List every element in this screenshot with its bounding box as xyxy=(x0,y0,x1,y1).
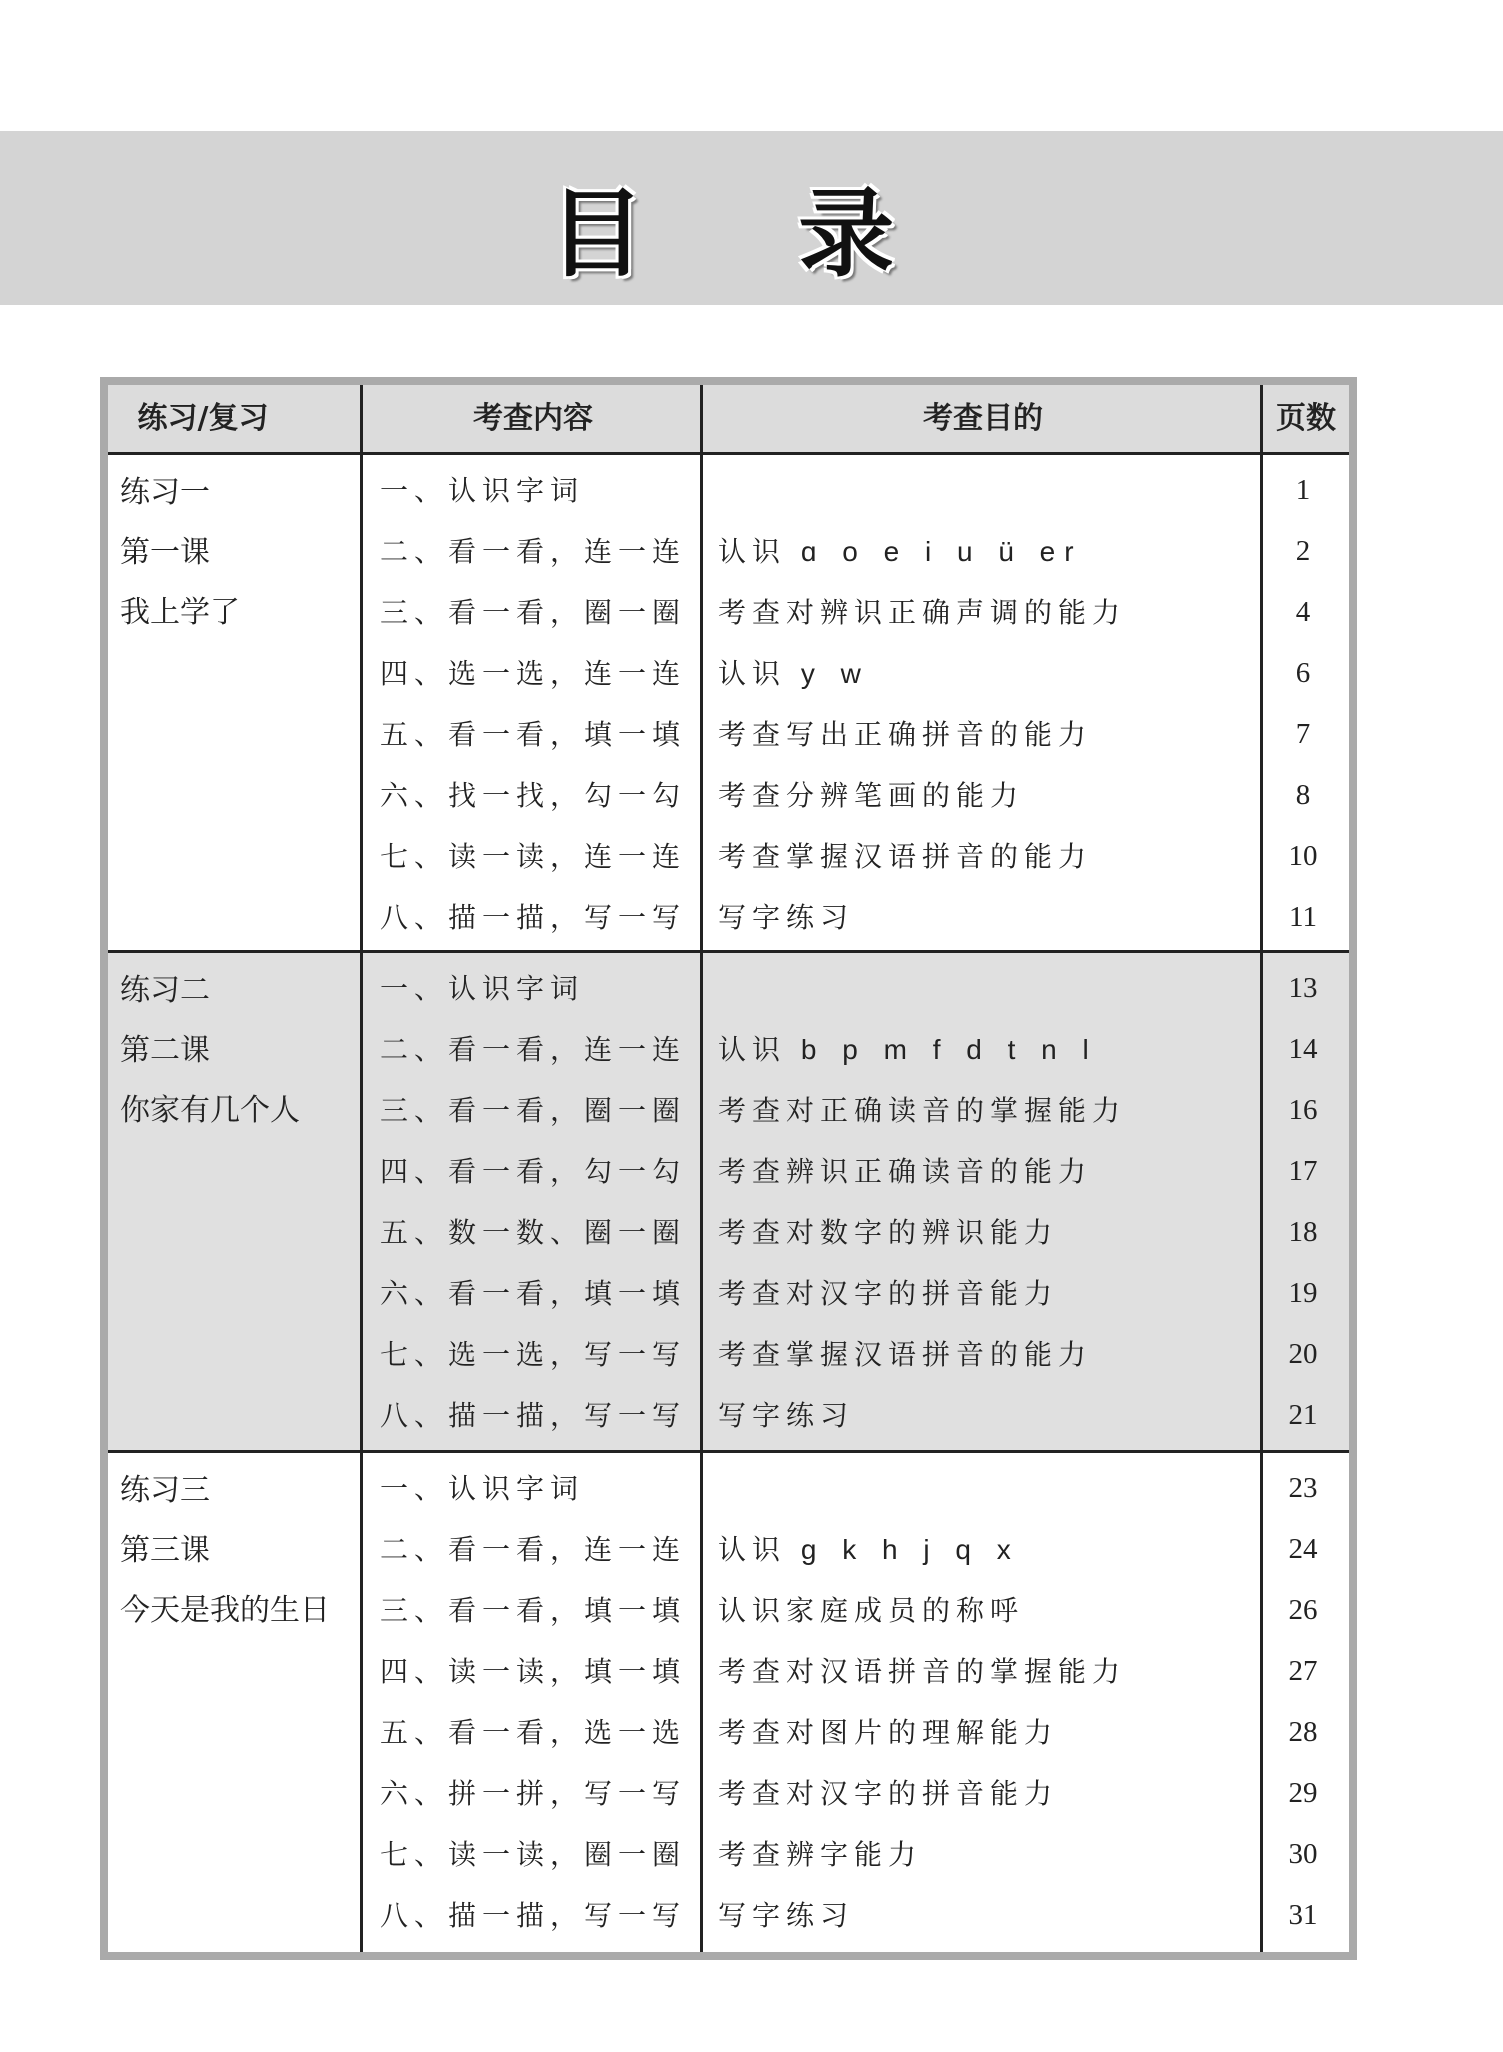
row-content: 二、看一看，连一连 xyxy=(380,1533,687,1566)
row-content: 五、看一看，选一选 xyxy=(380,1716,687,1749)
row-content: 六、看一看，填一填 xyxy=(380,1277,687,1310)
row-purpose: 考查掌握汉语拼音的能力 xyxy=(718,840,1093,873)
row-purpose: 考查辨字能力 xyxy=(718,1838,923,1871)
table-row xyxy=(108,1019,1349,1080)
row-page: 19 xyxy=(1288,1277,1318,1309)
row-page: 31 xyxy=(1288,1899,1318,1931)
row-page: 16 xyxy=(1288,1094,1318,1126)
row-purpose: 考查对汉语拼音的掌握能力 xyxy=(718,1655,1127,1688)
table-row xyxy=(108,1458,1349,1519)
pinyin-letters: g k h j q x xyxy=(800,1534,1020,1565)
row-page: 18 xyxy=(1288,1216,1318,1248)
column-divider xyxy=(700,385,703,1952)
lesson-line: 练习一 xyxy=(120,475,210,510)
row-purpose: 考查对辨识正确声调的能力 xyxy=(718,596,1127,629)
row-page: 29 xyxy=(1288,1777,1318,1809)
table-row xyxy=(108,765,1349,826)
table-row xyxy=(108,521,1349,582)
pinyin-letters: y w xyxy=(800,658,870,689)
row-page: 27 xyxy=(1288,1655,1318,1687)
row-content: 八、描一描，写一写 xyxy=(380,901,687,934)
row-content: 一、认识字词 xyxy=(380,1472,585,1505)
row-purpose: 认识 g k h j q x xyxy=(718,1533,1020,1566)
table-row xyxy=(108,1080,1349,1141)
row-purpose: 考查辨识正确读音的能力 xyxy=(718,1155,1093,1188)
row-page: 21 xyxy=(1288,1399,1318,1431)
header-purpose: 考查目的 xyxy=(923,401,1043,436)
table-row xyxy=(108,643,1349,704)
table-row xyxy=(108,887,1349,948)
table-section xyxy=(108,455,1349,953)
table-row xyxy=(108,1580,1349,1641)
row-content: 四、看一看，勾一勾 xyxy=(380,1155,687,1188)
row-content: 六、找一找，勾一勾 xyxy=(380,779,687,812)
table-section xyxy=(108,1453,1349,1952)
lesson-line: 你家有几个人 xyxy=(120,1093,300,1128)
row-content: 三、看一看，圈一圈 xyxy=(380,596,687,629)
row-content: 七、选一选，写一写 xyxy=(380,1338,687,1371)
table-row xyxy=(108,1263,1349,1324)
row-purpose: 考查掌握汉语拼音的能力 xyxy=(718,1338,1093,1371)
row-purpose: 认识 ɑ o e i u ü er xyxy=(718,535,1083,568)
table-section xyxy=(108,953,1349,1453)
header-content: 考查内容 xyxy=(473,401,593,436)
lesson-line: 第三课 xyxy=(120,1533,210,1568)
row-page: 11 xyxy=(1289,901,1317,933)
contents-table xyxy=(100,377,1357,1960)
header-exercise: 练习/复习 xyxy=(137,401,269,436)
lesson-line: 我上学了 xyxy=(120,595,240,630)
row-content: 七、读一读，圈一圈 xyxy=(380,1838,687,1871)
row-content: 五、看一看，填一填 xyxy=(380,718,687,751)
row-content: 四、读一读，填一填 xyxy=(380,1655,687,1688)
lesson-line: 练习二 xyxy=(120,973,210,1008)
row-page: 14 xyxy=(1288,1033,1318,1065)
row-purpose: 认识家庭成员的称呼 xyxy=(718,1594,1025,1627)
table-header xyxy=(108,385,1349,455)
lesson-line: 第一课 xyxy=(120,535,210,570)
row-content: 一、认识字词 xyxy=(380,474,585,507)
pinyin-letters: ɑ o e i u ü er xyxy=(800,536,1083,567)
row-content: 三、看一看，圈一圈 xyxy=(380,1094,687,1127)
row-page: 17 xyxy=(1288,1155,1318,1187)
lesson-line: 第二课 xyxy=(120,1033,210,1068)
table-row xyxy=(108,826,1349,887)
row-page: 1 xyxy=(1295,474,1311,506)
row-page: 2 xyxy=(1295,535,1311,567)
row-purpose: 考查分辨笔画的能力 xyxy=(718,779,1025,812)
row-page: 24 xyxy=(1288,1533,1318,1565)
row-page: 4 xyxy=(1295,596,1311,628)
row-content: 二、看一看，连一连 xyxy=(380,1033,687,1066)
row-page: 20 xyxy=(1288,1338,1318,1370)
row-purpose: 考查对汉字的拼音能力 xyxy=(718,1777,1059,1810)
row-content: 五、数一数、圈一圈 xyxy=(380,1216,687,1249)
column-divider xyxy=(1260,385,1263,1952)
table-row xyxy=(108,1385,1349,1446)
row-content: 六、拼一拼，写一写 xyxy=(380,1777,687,1810)
table-row xyxy=(108,1885,1349,1946)
row-purpose: 考查对图片的理解能力 xyxy=(718,1716,1059,1749)
row-purpose: 考查对正确读音的掌握能力 xyxy=(718,1094,1127,1127)
column-divider xyxy=(360,385,363,1952)
row-page: 30 xyxy=(1288,1838,1318,1870)
row-content: 四、选一选，连一连 xyxy=(380,657,687,690)
table-row xyxy=(108,1141,1349,1202)
row-purpose: 认识 y w xyxy=(718,657,870,690)
table-row xyxy=(108,1641,1349,1702)
page-title: 目 录 xyxy=(548,178,955,290)
table-row xyxy=(108,1763,1349,1824)
row-purpose: 考查对汉字的拼音能力 xyxy=(718,1277,1059,1310)
header-page: 页数 xyxy=(1276,401,1336,436)
table-row xyxy=(108,1702,1349,1763)
table-row xyxy=(108,460,1349,521)
row-page: 10 xyxy=(1288,840,1318,872)
row-purpose: 写字练习 xyxy=(718,1399,855,1432)
table-row xyxy=(108,958,1349,1019)
table-row xyxy=(108,1824,1349,1885)
row-page: 28 xyxy=(1288,1716,1318,1748)
row-purpose: 写字练习 xyxy=(718,1899,855,1932)
table-row xyxy=(108,1202,1349,1263)
table-row xyxy=(108,1519,1349,1580)
row-content: 八、描一描，写一写 xyxy=(380,1899,687,1932)
table-row xyxy=(108,1324,1349,1385)
row-page: 23 xyxy=(1288,1472,1318,1504)
lesson-line: 今天是我的生日 xyxy=(120,1593,330,1628)
row-purpose: 写字练习 xyxy=(718,901,855,934)
row-content: 三、看一看，填一填 xyxy=(380,1594,687,1627)
row-page: 7 xyxy=(1295,718,1311,750)
row-content: 七、读一读，连一连 xyxy=(380,840,687,873)
row-page: 8 xyxy=(1295,779,1311,811)
lesson-line: 练习三 xyxy=(120,1473,210,1508)
pinyin-letters: b p m f d t n l xyxy=(800,1034,1098,1065)
row-content: 一、认识字词 xyxy=(380,972,585,1005)
row-page: 6 xyxy=(1295,657,1311,689)
row-content: 二、看一看，连一连 xyxy=(380,535,687,568)
row-purpose: 考查写出正确拼音的能力 xyxy=(718,718,1093,751)
row-purpose: 考查对数字的辨识能力 xyxy=(718,1216,1059,1249)
row-purpose: 认识 b p m f d t n l xyxy=(718,1033,1098,1066)
row-content: 八、描一描，写一写 xyxy=(380,1399,687,1432)
row-page: 13 xyxy=(1288,972,1318,1004)
table-row xyxy=(108,582,1349,643)
table-row xyxy=(108,704,1349,765)
row-page: 26 xyxy=(1288,1594,1318,1626)
table-body xyxy=(108,385,1349,1952)
